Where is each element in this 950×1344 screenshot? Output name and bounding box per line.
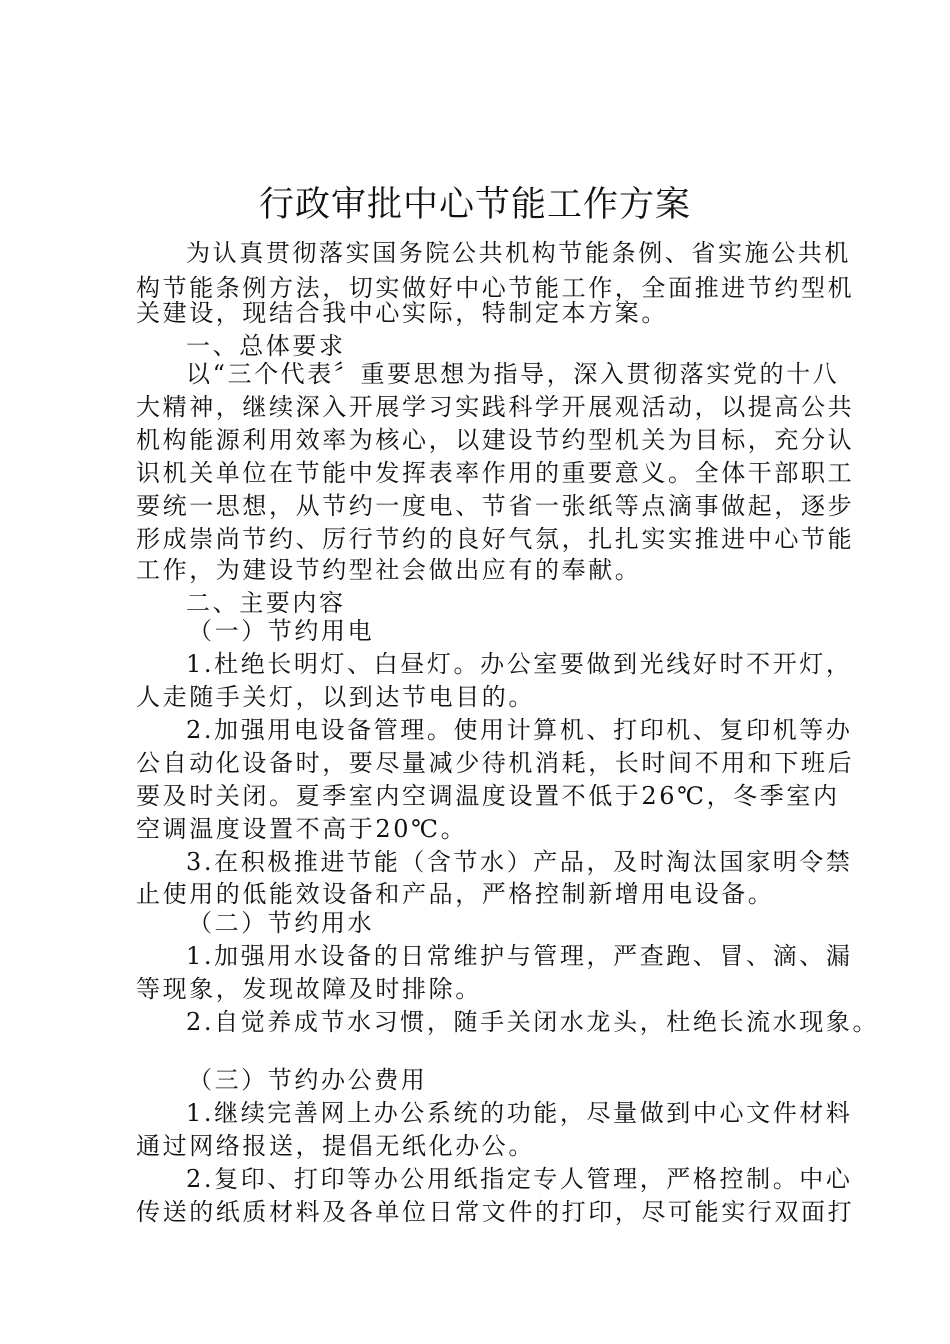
paragraph-line: 等现象，发现故障及时排除。 xyxy=(136,975,482,1003)
subsection-heading: （三）节约办公费用 xyxy=(188,1066,428,1094)
paragraph-line: 人走随手关灯，以到达节电目的。 xyxy=(136,683,535,711)
paragraph-line: 构节能条例方法，切实做好中心节能工作，全面推进节约型机 xyxy=(136,274,855,302)
paragraph-line: 通过网络报送，提倡无纸化办公。 xyxy=(136,1132,535,1160)
paragraph-line: 1.加强用水设备的日常维护与管理，严查跑、冒、滴、漏 xyxy=(186,942,853,970)
paragraph-line: 2.复印、打印等办公用纸指定专人管理，严格控制。中心 xyxy=(186,1165,853,1193)
section-heading: 一、总体要求 xyxy=(186,332,346,360)
paragraph-line: 大精神，继续深入开展学习实践科学开展观活动，以提高公共 xyxy=(136,393,855,421)
paragraph-line: 2.自觉养成节水习惯，随手关闭水龙头，杜绝长流水现象。 xyxy=(186,1008,880,1036)
section-heading: 二、主要内容 xyxy=(186,589,346,617)
paragraph-line: 识机关单位在节能中发挥表率作用的重要意义。全体干部职工 xyxy=(136,459,855,487)
paragraph-line: 传送的纸质材料及各单位日常文件的打印，尽可能实行双面打 xyxy=(136,1198,855,1226)
paragraph-line: 2.加强用电设备管理。使用计算机、打印机、复印机等办 xyxy=(186,716,853,744)
paragraph-line: 机构能源利用效率为核心，以建设节约型机关为目标，充分认 xyxy=(136,426,855,454)
subsection-heading: （一）节约用电 xyxy=(188,617,375,645)
subsection-heading: （二）节约用水 xyxy=(188,909,375,937)
paragraph-line: 止使用的低能效设备和产品，严格控制新增用电设备。 xyxy=(136,880,775,908)
paragraph-line: 3.在积极推进节能（含节水）产品，及时淘汰国家明令禁 xyxy=(186,848,853,876)
paragraph-line: 工作，为建设节约型社会做出应有的奉献。 xyxy=(136,556,642,584)
paragraph-line: 关建设，现结合我中心实际，特制定本方案。 xyxy=(136,299,668,327)
paragraph-line: 形成崇尚节约、厉行节约的良好气氛，扎扎实实推进中心节能 xyxy=(136,525,855,553)
paragraph-line: 以“三个代表〞重要思想为指导，深入贯彻落实党的十八 xyxy=(186,360,840,388)
paragraph-line: 要及时关闭。夏季室内空调温度设置不低于26℃，冬季室内 xyxy=(136,782,840,810)
paragraph-line: 公自动化设备时，要尽量减少待机消耗，长时间不用和下班后 xyxy=(136,749,855,777)
document-title: 行政审批中心节能工作方案 xyxy=(258,185,691,225)
paragraph-line: 1.继续完善网上办公系统的功能，尽量做到中心文件材料 xyxy=(186,1099,853,1127)
paragraph-line: 为认真贯彻落实国务院公共机构节能条例、省实施公共机 xyxy=(186,239,851,267)
paragraph-line: 空调温度设置不高于20℃。 xyxy=(136,815,468,843)
paragraph-line: 1.杜绝长明灯、白昼灯。办公室要做到光线好时不开灯， xyxy=(186,650,853,678)
paragraph-line: 要统一思想，从节约一度电、节省一张纸等点滴事做起，逐步 xyxy=(136,492,855,520)
